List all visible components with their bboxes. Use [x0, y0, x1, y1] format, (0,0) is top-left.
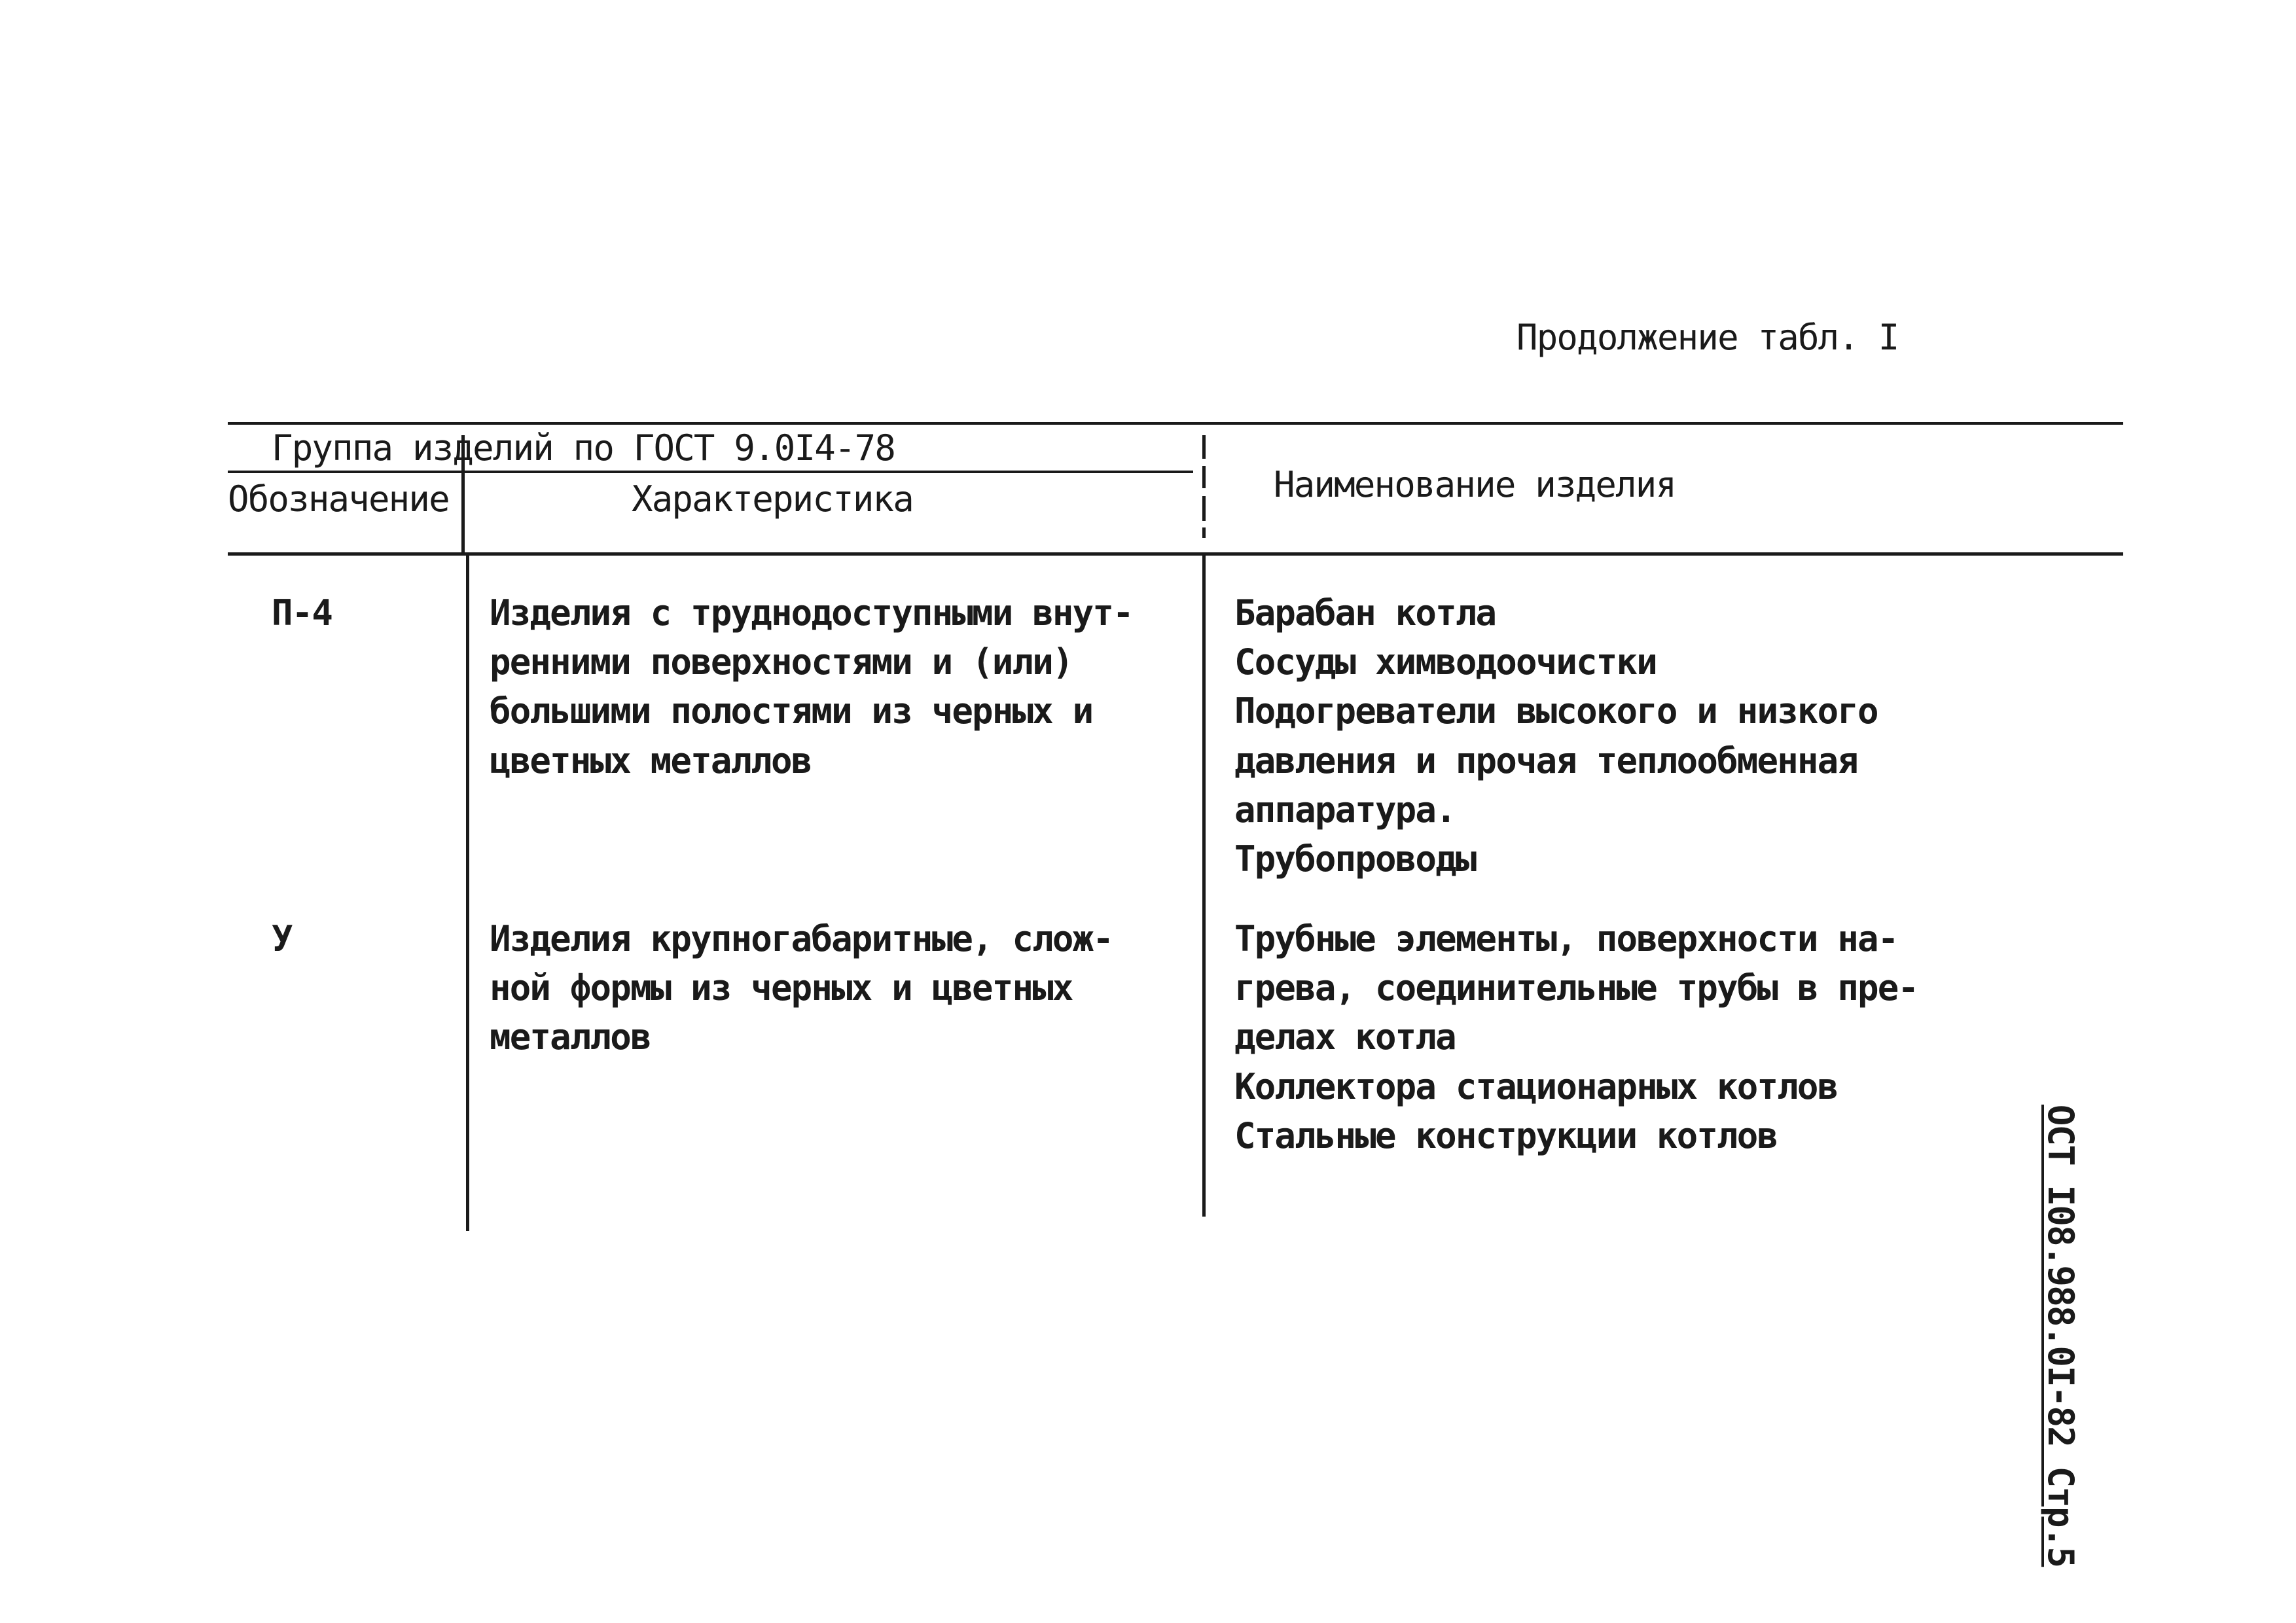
- row-characteristic: [490, 914, 1113, 1062]
- column-divider-name-tick: [1202, 435, 1206, 459]
- name-line: Барабан котла: [1234, 592, 1496, 633]
- column-divider-name-tick: [1202, 496, 1206, 521]
- name-line: Стальные конструкции котлов: [1234, 1115, 1778, 1156]
- name-line: делах котла: [1234, 1016, 1456, 1058]
- header-name: Наименование изделия: [1274, 464, 1676, 505]
- name-line: Трубопроводы: [1234, 838, 1476, 880]
- group-header-underline: [228, 471, 1193, 473]
- name-line: давления и прочая теплообменная: [1234, 740, 1858, 781]
- name-line: Сосуды химводоочистки: [1234, 641, 1657, 683]
- row-names: [1234, 588, 1878, 883]
- table-top-rule: [228, 422, 2123, 425]
- name-line: грева, соединительные трубы в пре-: [1234, 967, 1918, 1009]
- header-group: Группа изделий по ГОСТ 9.0I4-78: [272, 427, 895, 469]
- column-divider-name-tick: [1202, 527, 1206, 538]
- side-stamp-text: ОСТ I08.988.0I-82 Стр.5: [2040, 1104, 2081, 1567]
- name-line: Трубные элементы, поверхности на-: [1234, 918, 1898, 959]
- designation-code: У: [272, 918, 292, 959]
- column-divider-name-tick: [1202, 466, 1206, 488]
- name-line: аппаратура.: [1234, 789, 1456, 830]
- header-characteristic: Характеристика: [632, 478, 913, 520]
- row-designation: [272, 588, 332, 637]
- characteristic-line: ной формы из черных и цветных: [490, 967, 1073, 1009]
- continuation-label: Продолжение табл. I: [1516, 317, 1899, 358]
- header-designation: Обозначение: [228, 478, 449, 520]
- header-bottom-rule: [228, 552, 2123, 556]
- characteristic-line: большими полостями из черных и: [490, 690, 1093, 732]
- characteristic-line: цветных металлов: [490, 740, 812, 781]
- characteristic-line: Изделия с труднодоступными внут-: [490, 592, 1133, 633]
- name-line: Подогреватели высокого и низкого: [1234, 690, 1878, 732]
- characteristic-line: Изделия крупногабаритные, слож-: [490, 918, 1113, 959]
- row-names: [1234, 914, 1918, 1160]
- name-line: Коллектора стационарных котлов: [1234, 1065, 1838, 1107]
- characteristic-line: металлов: [490, 1016, 651, 1058]
- characteristic-line: ренними поверхностями и (или): [490, 641, 1073, 683]
- column-divider-name-body: [1202, 554, 1206, 1217]
- designation-code: П-4: [272, 592, 332, 633]
- column-divider-designation-body: [466, 554, 469, 1231]
- row-characteristic: [490, 588, 1133, 785]
- row-designation: [272, 914, 292, 963]
- document-side-stamp: [2001, 1024, 2119, 1567]
